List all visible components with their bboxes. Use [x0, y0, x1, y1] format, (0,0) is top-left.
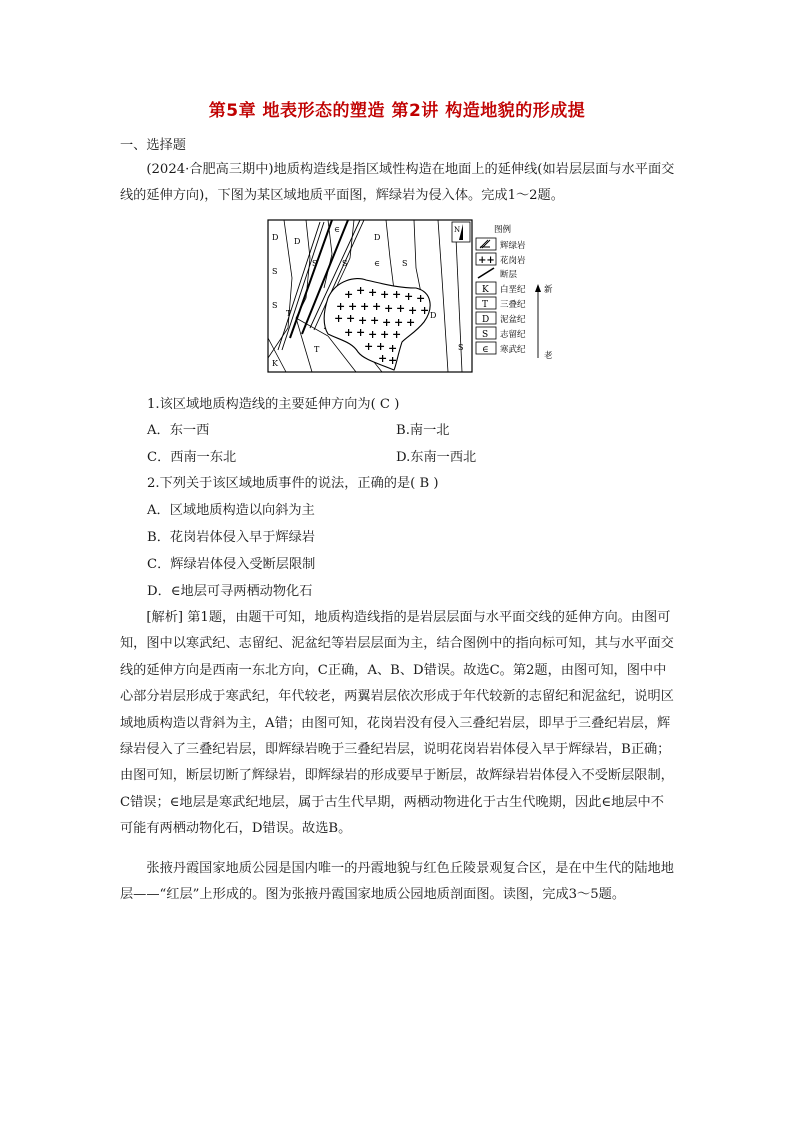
north-label: N	[454, 226, 461, 234]
q1-option-a: A．东一西	[147, 423, 210, 438]
svg-text:三叠纪: 三叠纪	[500, 300, 526, 310]
svg-text:辉绿岩: 辉绿岩	[500, 241, 526, 251]
legend-item-d	[476, 312, 526, 325]
svg-text:+: +	[358, 314, 368, 327]
legend-item-granite	[476, 253, 526, 266]
area-label: D	[430, 311, 437, 320]
svg-text:+: +	[380, 328, 390, 341]
area-label: T	[314, 345, 320, 354]
area-label: S	[402, 259, 408, 268]
svg-text:+: +	[392, 288, 402, 301]
area-label: S	[272, 267, 278, 276]
svg-text:+: +	[346, 312, 356, 325]
svg-text:志留纪: 志留纪	[500, 330, 526, 340]
svg-text:++: ++	[478, 255, 495, 266]
section-heading: 一、选择题	[120, 138, 186, 153]
intro-questions-1-2: (2024·合肥高三期中)地质构造线是指区域性构造在地面上的延伸线(如岩层层面与水平面交线的延伸方向)，下图为某区域地质平面图，辉绿岩为侵入体。完成1～2题。	[120, 162, 675, 204]
area-label: S	[272, 301, 278, 310]
legend-item-k	[476, 282, 526, 295]
svg-text:+: +	[416, 292, 426, 305]
analysis-paragraph: [解析] 第1题，由题干可知，地质构造线指的是岩层层面与水平面交线的延伸方向。由图可知，图中以寒武纪、志留纪、泥盆纪等岩层层面为主，结合图例中的指向标可知，其与水平面交线的延伸方向是西南一东北方向，C正确，A、B、D错误。故选C。第2题，由图可知，图中中心部分岩层形成于寒武纪，年代较老，两翼岩层依次形成于年代较新的志留纪和泥盆纪，说明区域地质构造以背斜为主，A错；由图可知，花岗岩没有侵入三叠纪岩层，即早于三叠纪岩层，辉绿岩侵入了三叠纪岩层，即辉绿岩晚于三叠纪岩层，说明花岗岩岩体侵入早于辉绿岩，B正确；由图可知，断层切断了辉绿岩，即辉绿岩的形成要早于断层，故辉绿岩岩体侵入不受断层限制，C错误；∈地层是寒武纪地层，属于古生代早期，两栖动物进化于古生代晚期，因此∈地层中不可能有两栖动物化石，D错误。故选B。	[120, 610, 674, 837]
north-arrow-icon	[452, 222, 470, 242]
svg-text:白垩纪: 白垩纪	[500, 285, 526, 295]
svg-text:泥盆纪: 泥盆纪	[500, 315, 526, 325]
svg-text:+: +	[356, 326, 366, 339]
q1-option-b: B.南一北	[396, 423, 450, 438]
area-label: K	[272, 359, 278, 368]
svg-text:+: +	[408, 304, 418, 317]
svg-text:+: +	[336, 300, 346, 313]
svg-text:+: +	[420, 304, 430, 317]
svg-text:+: +	[376, 340, 386, 353]
map-legend	[476, 224, 553, 361]
geologic-map	[266, 218, 556, 378]
svg-text:断层: 断层	[500, 270, 518, 280]
geologic-map-figure	[266, 218, 556, 378]
svg-text:+: +	[388, 342, 398, 355]
q1-option-c: C．西南一东北	[147, 450, 237, 465]
area-label: ∈	[374, 259, 380, 268]
svg-text:+: +	[356, 284, 366, 297]
svg-text:+: +	[334, 312, 344, 325]
area-label: S	[458, 343, 464, 352]
svg-text:+: +	[344, 326, 354, 339]
age-old-label: 老	[544, 351, 553, 361]
svg-text:T: T	[482, 300, 489, 310]
area-label: D	[374, 233, 381, 242]
svg-text:+: +	[344, 288, 354, 301]
svg-text:寒武纪: 寒武纪	[500, 345, 526, 355]
area-label: ∈	[334, 225, 340, 234]
svg-text:花岗岩: 花岗岩	[500, 256, 526, 266]
legend-item-cambrian	[476, 342, 526, 355]
svg-text:+: +	[370, 314, 380, 327]
area-label: D	[294, 237, 301, 246]
area-label: S	[342, 259, 348, 268]
svg-text:+: +	[378, 352, 388, 365]
svg-text:+: +	[394, 316, 404, 329]
age-new-label: 新	[544, 285, 553, 295]
svg-text:+: +	[404, 290, 414, 303]
legend-item-fault	[478, 268, 518, 280]
q2-option-a: A．区域地质构造以向斜为主	[147, 503, 315, 518]
svg-text:+: +	[406, 316, 416, 329]
q2-option-b: B．花岗岩体侵入早于辉绿岩	[147, 530, 315, 545]
svg-text:+: +	[382, 316, 392, 329]
q2-option-d: D．∈地层可寻两栖动物化石	[147, 584, 313, 599]
area-label: S	[312, 259, 318, 268]
intro-questions-3-5: 张掖丹霞国家地质公园是国内唯一的丹霞地貌与红色丘陵景观复合区，是在中生代的陆地地层——“红层”上形成的。图为张掖丹霞国家地质公园地质剖面图。读图，完成3～5题。	[120, 861, 674, 903]
svg-text:+: +	[380, 288, 390, 301]
svg-text:+: +	[388, 354, 398, 367]
svg-text:+: +	[396, 302, 406, 315]
svg-text:+: +	[364, 340, 374, 353]
svg-text:+: +	[384, 302, 394, 315]
svg-text:∈: ∈	[482, 345, 489, 355]
legend-item-diabase	[476, 238, 526, 251]
area-label: T	[286, 309, 292, 318]
q2-option-c: C．辉绿岩体侵入受断层限制	[147, 557, 316, 572]
legend-item-t	[476, 297, 526, 310]
age-arrow-icon	[535, 284, 541, 358]
svg-text:+: +	[360, 300, 370, 313]
legend-title: 图例	[494, 225, 512, 235]
page-title: 第5章 地表形态的塑造 第2讲 构造地貌的形成提	[208, 101, 586, 121]
svg-text:+: +	[392, 328, 402, 341]
svg-text:S: S	[482, 330, 489, 340]
svg-text:D: D	[482, 315, 490, 325]
svg-text:+: +	[368, 286, 378, 299]
q1-option-d: D.东南一西北	[396, 450, 477, 465]
svg-text:+: +	[368, 328, 378, 341]
legend-item-s	[476, 327, 526, 340]
svg-text:+: +	[348, 300, 358, 313]
question-1-stem: 1.该区域地质构造线的主要延伸方向为( C )	[147, 397, 400, 412]
area-label: D	[272, 233, 279, 242]
svg-text:+: +	[372, 300, 382, 313]
svg-text:K: K	[482, 285, 489, 295]
question-2-stem: 2.下列关于该区域地质事件的说法，正确的是( B )	[147, 476, 439, 491]
